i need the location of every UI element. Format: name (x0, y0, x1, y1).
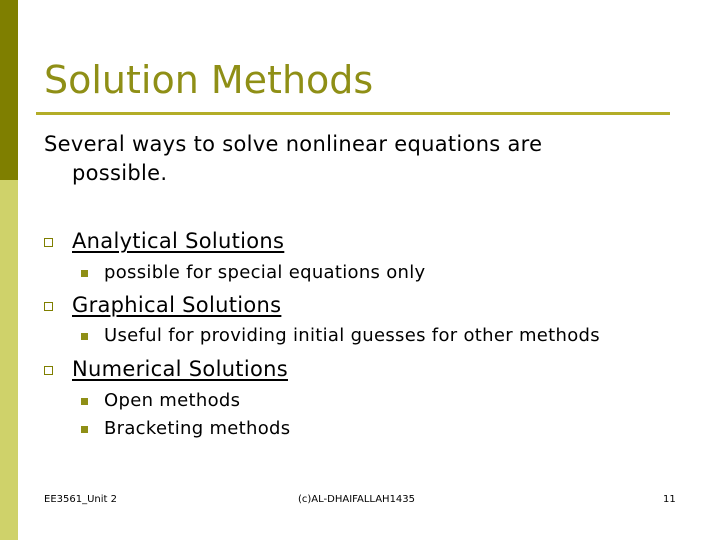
small-square-bullet-icon (81, 398, 88, 405)
square-bullet-icon (44, 238, 53, 247)
sub-bullet: Bracketing methods (104, 418, 291, 439)
bullet-numerical (72, 357, 288, 381)
slide-title: Solution Methods (44, 58, 374, 102)
square-bullet-icon (44, 302, 53, 311)
footer-course: EE3561_Unit 2 (44, 494, 117, 505)
intro-text (44, 130, 664, 188)
sub-bullet: Useful for providing initial guesses for other methods (104, 325, 600, 346)
title-divider (36, 112, 670, 115)
square-bullet-icon (44, 366, 53, 375)
bullet-label: Graphical Solutions (72, 293, 282, 317)
side-bar-dark (0, 0, 18, 180)
footer-author: (c)AL-DHAIFALLAH1435 (298, 494, 416, 505)
bullet-label: Analytical Solutions (72, 229, 285, 253)
bullet-graphical (72, 293, 281, 317)
side-bar-light (0, 180, 18, 540)
sub-bullet: possible for special equations only (104, 262, 426, 283)
sub-bullet: Open methods (104, 390, 241, 411)
small-square-bullet-icon (81, 426, 88, 433)
small-square-bullet-icon (81, 333, 88, 340)
intro-line-2: possible. (72, 161, 168, 185)
bullet-label: Numerical Solutions (72, 357, 288, 381)
small-square-bullet-icon (81, 270, 88, 277)
page-number: 11 (663, 494, 676, 505)
bullet-analytical (72, 229, 284, 253)
intro-line-1: Several ways to solve nonlinear equations are (44, 132, 543, 156)
